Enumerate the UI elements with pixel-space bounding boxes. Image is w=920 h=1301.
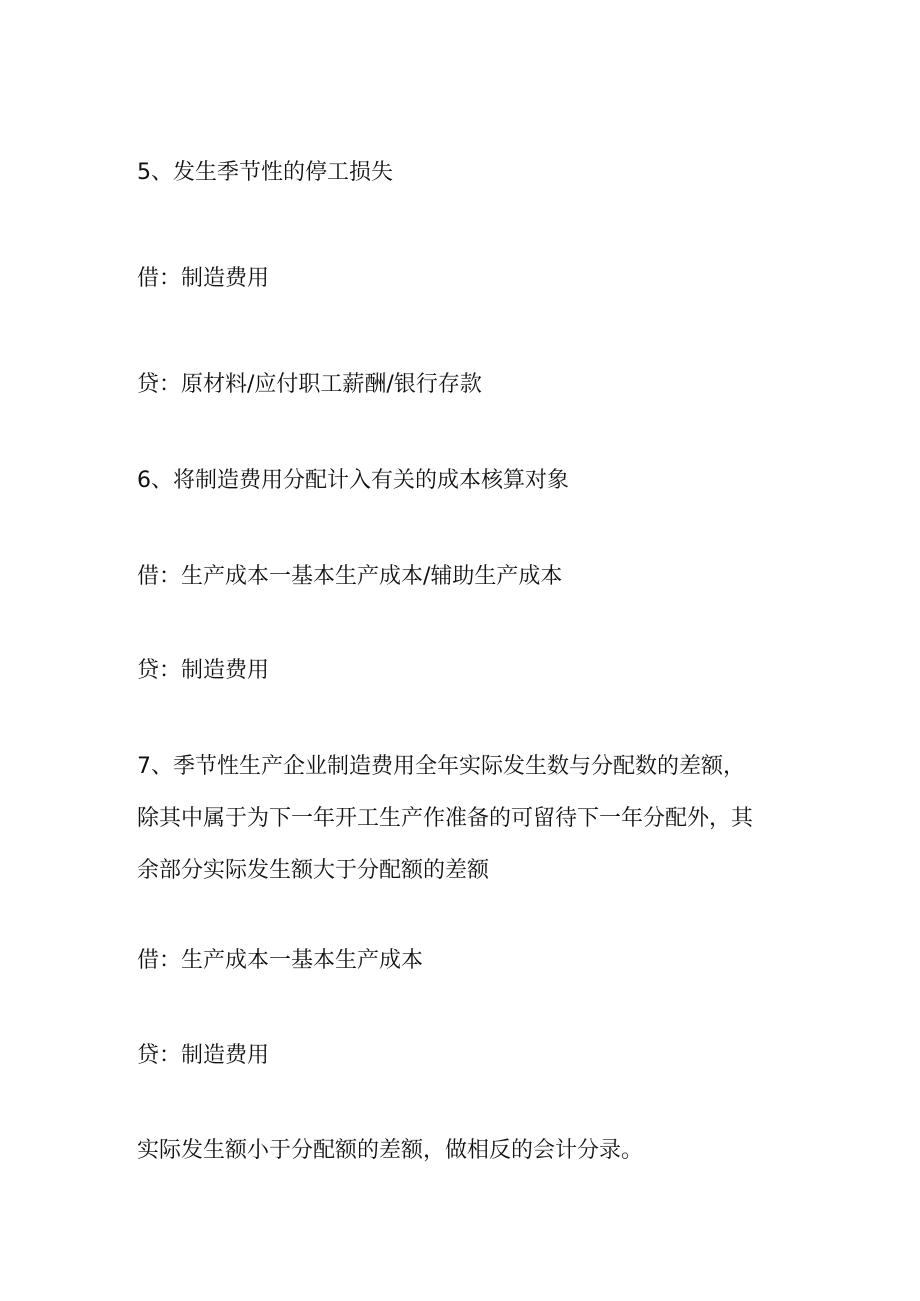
section-7-debit-entry: 借：生产成本一基本生产成本 (137, 948, 424, 973)
section-5-credit-entry: 贷：原材料/应付职工薪酬/银行存款 (137, 372, 482, 397)
section-6-heading: 6、将制造费用分配计入有关的成本核算对象 (137, 468, 569, 493)
section-5-heading: 5、发生季节性的停工损失 (137, 160, 393, 185)
section-6-credit-entry: 贷：制造费用 (137, 658, 270, 683)
section-7-credit-entry: 贷：制造费用 (137, 1043, 270, 1068)
section-7-heading (137, 741, 797, 897)
section-7-heading-line-3: 余部分实际发生额大于分配额的差额 (137, 858, 490, 883)
section-7-heading-line-1: 7、季节性生产企业制造费用全年实际发生数与分配数的差额， (137, 754, 745, 779)
section-7-heading-line-2: 除其中属于为下一年开工生产作准备的可留待下一年分配外，其 (137, 806, 754, 831)
section-6-debit-entry: 借：生产成本一基本生产成本/辅助生产成本 (137, 564, 563, 589)
section-5-debit-entry: 借：制造费用 (137, 266, 270, 291)
closing-note: 实际发生额小于分配额的差额，做相反的会计分录。 (137, 1138, 644, 1163)
